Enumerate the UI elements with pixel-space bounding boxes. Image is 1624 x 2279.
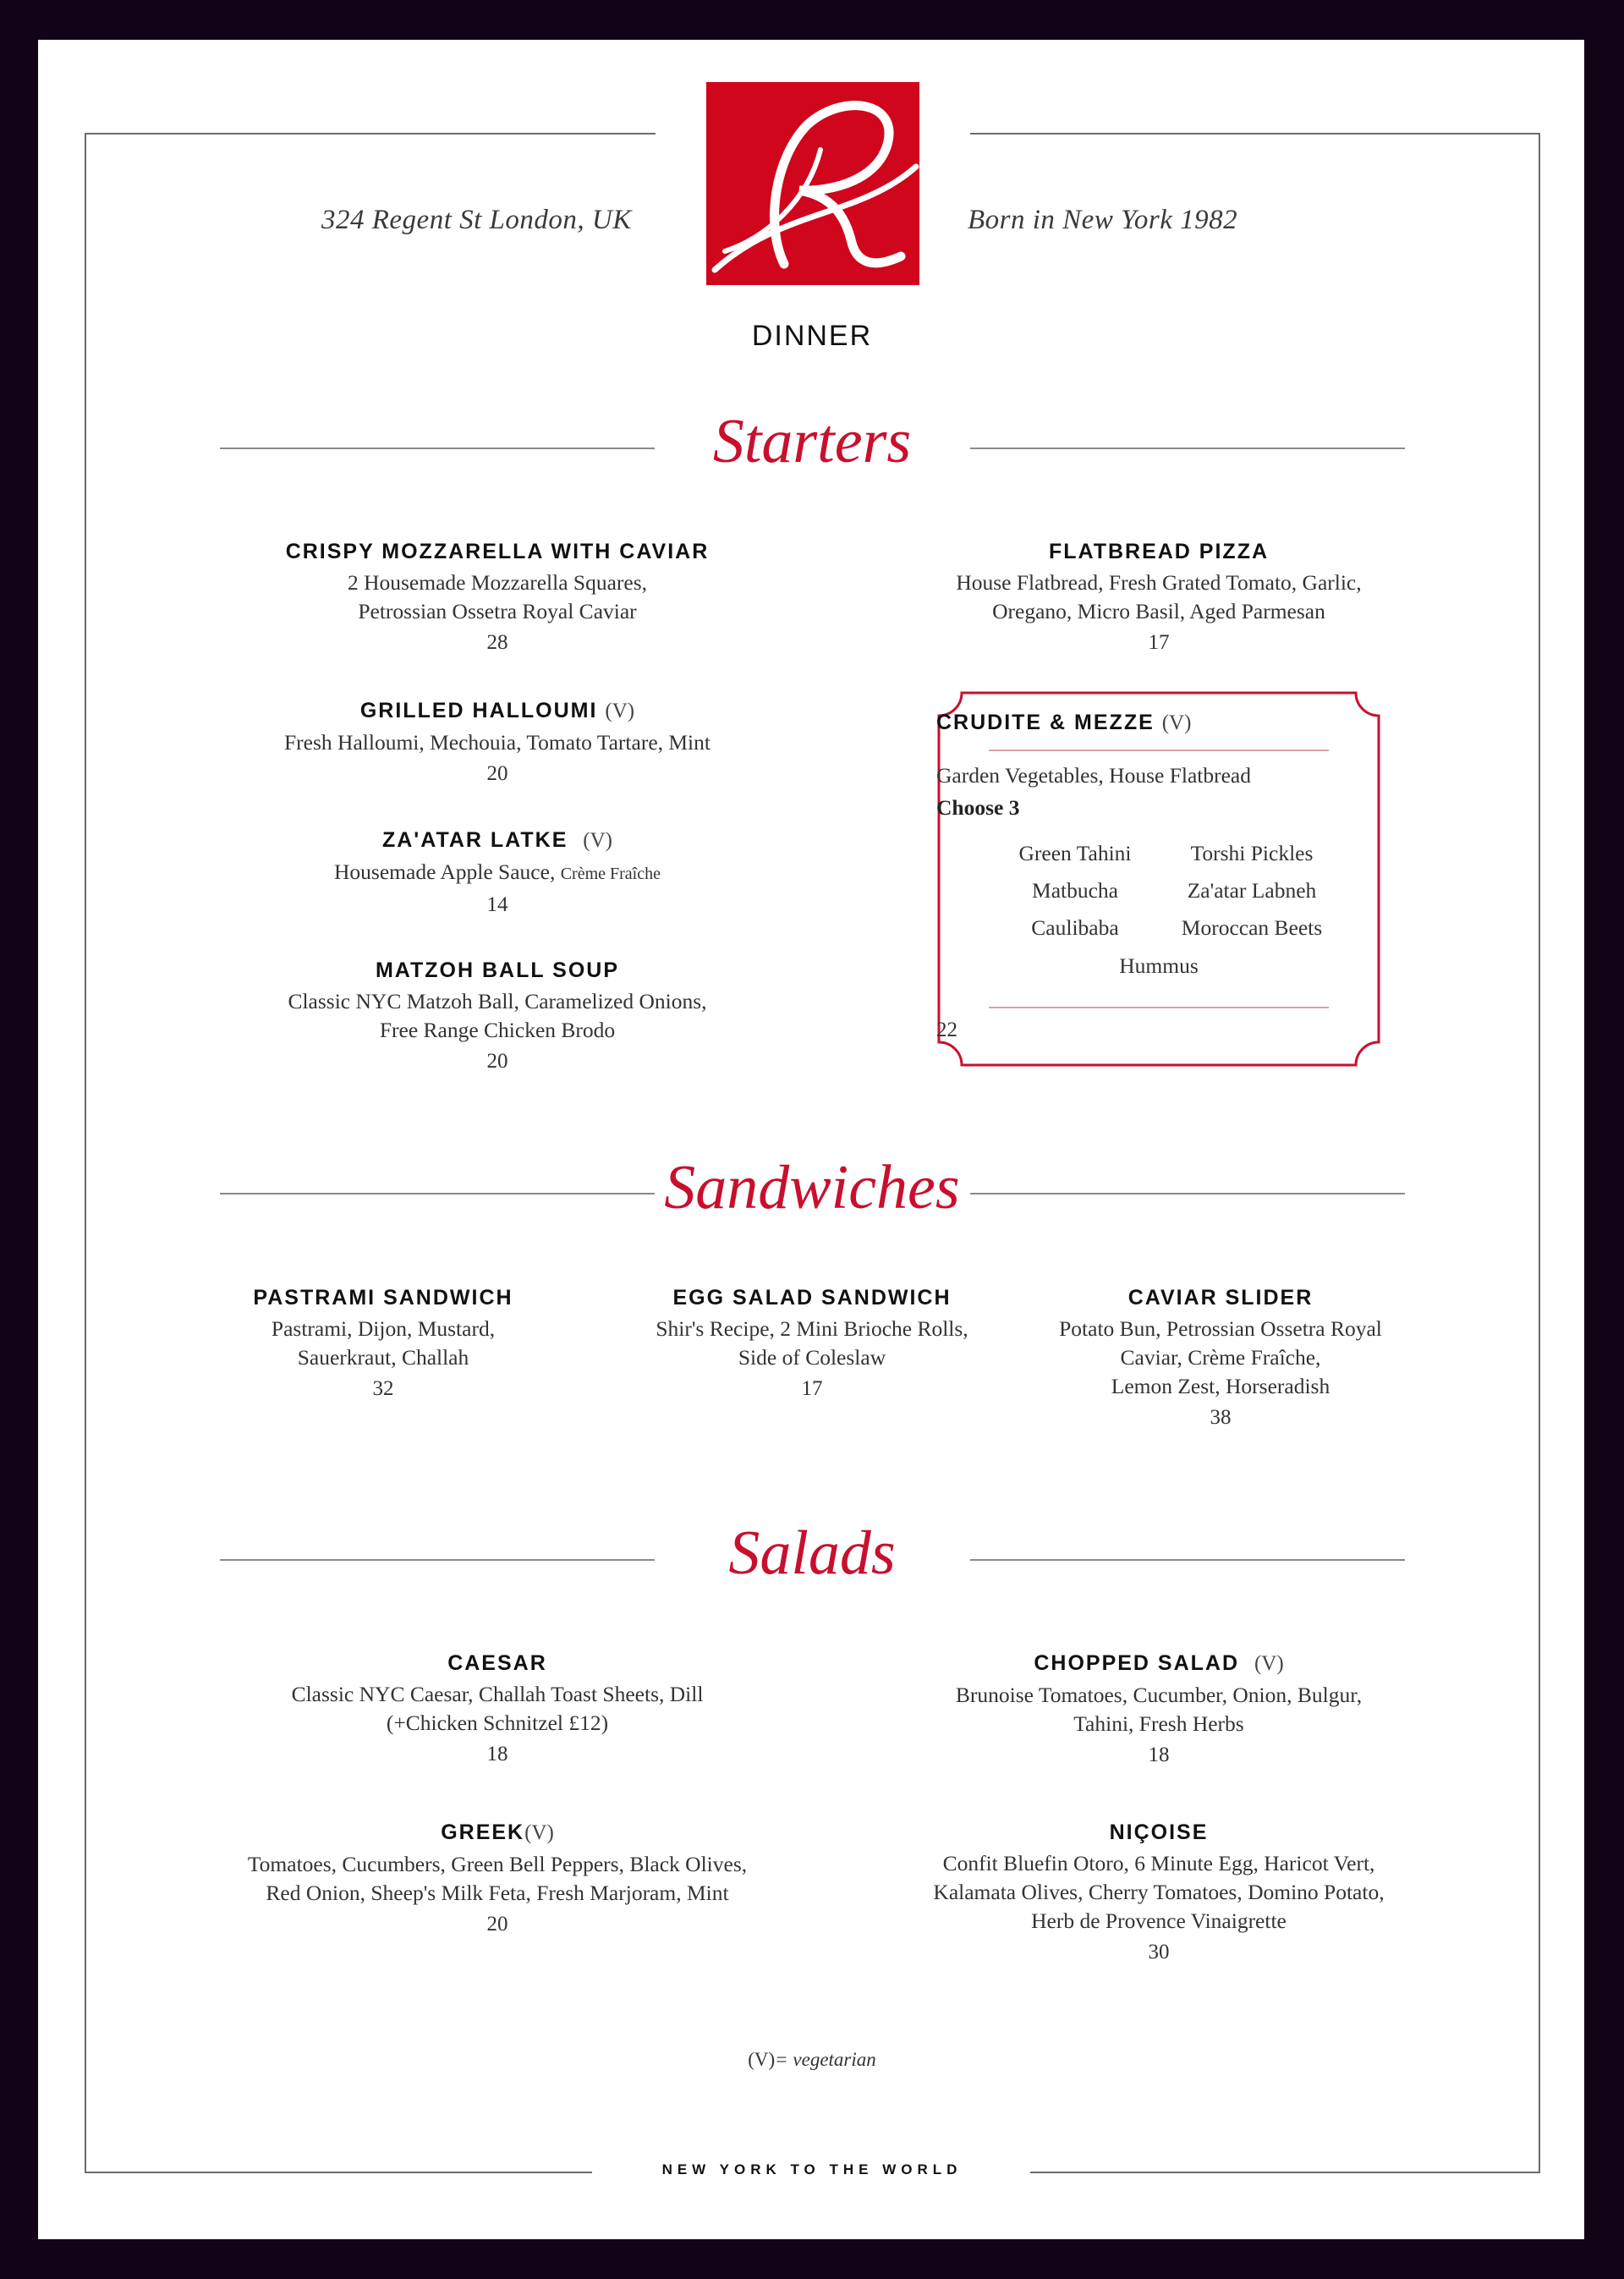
item-description: House Flatbread, Fresh Grated Tomato, Garlic, Oregano, Micro Basil, Aged Parmesan <box>956 570 1362 623</box>
item-price: 30 <box>1148 1941 1170 1963</box>
item-price: 20 <box>486 1050 508 1073</box>
choose-note: Choose 3 <box>936 795 1020 820</box>
item-description: Confit Bluefin Otoro, 6 Minute Egg, Haricot Vert, Kalamata Olives, Cherry Tomatoes, Domino Potato, Herb de Provence Vinaigrette <box>933 1851 1385 1933</box>
item-price: 14 <box>486 893 508 916</box>
menu-item-caesar <box>227 1648 768 1770</box>
menu-item-halloumi <box>227 695 768 789</box>
footer-tagline: NEW YORK TO THE WORLD <box>661 2161 963 2177</box>
mezze-option: Torshi Pickles <box>1190 841 1314 865</box>
item-name: EGG SALAD SANDWICH <box>672 1286 952 1310</box>
box-rule <box>989 1007 1329 1008</box>
item-description: Housemade Apple Sauce, Crème Fraîche <box>334 859 661 884</box>
menu-item-latke <box>227 825 768 920</box>
item-price: 20 <box>486 1913 508 1936</box>
vegetarian-tag: (V) <box>605 700 635 722</box>
menu-item-caviar-slider <box>950 1282 1491 1433</box>
item-name: GRILLED HALLOUMI (V) <box>359 699 635 722</box>
section-title-sandwiches: Sandwiches <box>664 1153 960 1222</box>
mezze-option: Moroccan Beets <box>1181 915 1323 940</box>
item-name: FLATBREAD PIZZA <box>1048 540 1270 563</box>
item-description: Classic NYC Caesar, Challah Toast Sheets, Dill (+Chicken Schnitzel £12) <box>291 1682 704 1735</box>
menu-item-nicoise <box>863 1817 1455 1968</box>
item-name: NIÇOISE <box>1109 1820 1209 1844</box>
vegetarian-legend: (V)= vegetarian <box>748 2049 876 2070</box>
mezze-option: Green Tahini <box>1018 841 1132 865</box>
item-description: Brunoise Tomatoes, Cucumber, Onion, Bulgur, Tahini, Fresh Herbs <box>955 1683 1363 1736</box>
menu-item-greek <box>201 1817 793 1940</box>
address: 324 Regent St London, UK <box>321 205 632 235</box>
menu-item-matzoh-soup <box>227 955 768 1077</box>
item-description: Fresh Halloumi, Mechouia, Tomato Tartare, Mint <box>284 730 710 755</box>
section-title-starters: Starters <box>712 407 912 476</box>
item-name: CHOPPED SALAD (V) <box>1034 1651 1284 1675</box>
item-name: ZA'ATAR LATKE (V) <box>381 828 613 852</box>
item-price: 28 <box>486 631 508 654</box>
item-price: 32 <box>372 1377 394 1400</box>
menu-item-mozzarella <box>227 536 768 658</box>
vegetarian-tag: (V) <box>1161 711 1192 734</box>
menu-item-chopped-salad <box>888 1648 1429 1771</box>
item-price: 20 <box>486 762 508 785</box>
item-price: 22 <box>936 1019 957 1041</box>
box-rule <box>989 750 1329 751</box>
item-name: GREEK(V) <box>441 1820 554 1844</box>
mezze-option: Caulibaba <box>1031 915 1119 940</box>
item-price: 18 <box>486 1743 508 1766</box>
item-price: 18 <box>1148 1744 1170 1766</box>
mezze-option: Hummus <box>1119 953 1199 978</box>
frame-top-left <box>85 133 656 135</box>
item-description: Tomatoes, Cucumbers, Green Bell Peppers, Black Olives, Red Onion, Sheep's Milk Feta, Fresh Marjoram, Mint <box>247 1852 748 1905</box>
item-description: Garden Vegetables, House Flatbread <box>936 763 1251 788</box>
section-title-salads: Salads <box>728 1518 896 1588</box>
item-price: 17 <box>1148 631 1170 654</box>
restaurant-logo <box>706 82 919 285</box>
item-price: 38 <box>1210 1406 1232 1429</box>
item-name: MATZOH BALL SOUP <box>375 958 619 982</box>
item-description: Shir's Recipe, 2 Mini Brioche Rolls, Side of Coleslaw <box>656 1316 968 1370</box>
vegetarian-tag: (V) <box>1254 1652 1284 1675</box>
menu-item-flatbread <box>888 536 1429 658</box>
item-description: Pastrami, Dijon, Mustard, Sauerkraut, Challah <box>271 1316 496 1370</box>
frame-top-right <box>970 133 1540 135</box>
founded-note: Born in New York 1982 <box>968 205 1238 235</box>
item-price: 17 <box>801 1377 823 1400</box>
mezze-option: Za'atar Labneh <box>1187 878 1317 903</box>
item-name: PASTRAMI SANDWICH <box>253 1286 513 1310</box>
mezze-option: Matbucha <box>1032 878 1118 903</box>
item-description: Classic NYC Matzoh Ball, Caramelized Onions, Free Range Chicken Brodo <box>288 989 707 1042</box>
vegetarian-tag: (V) <box>524 1821 554 1844</box>
vegetarian-tag: (V) <box>583 829 613 852</box>
item-name: CAESAR <box>447 1651 547 1675</box>
featured-item-mezze-box <box>936 690 1381 1068</box>
menu-title: DINNER <box>751 320 873 352</box>
item-name: CRUDITE & MEZZE (V) <box>936 711 1192 734</box>
item-name: CAVIAR SLIDER <box>1127 1286 1314 1310</box>
item-description: 2 Housemade Mozzarella Squares, Petrossian Ossetra Royal Caviar <box>347 570 648 623</box>
item-description: Potato Bun, Petrossian Ossetra Royal Caviar, Crème Fraîche, Lemon Zest, Horseradish <box>1059 1316 1382 1398</box>
item-name: CRISPY MOZZARELLA WITH CAVIAR <box>285 540 710 563</box>
